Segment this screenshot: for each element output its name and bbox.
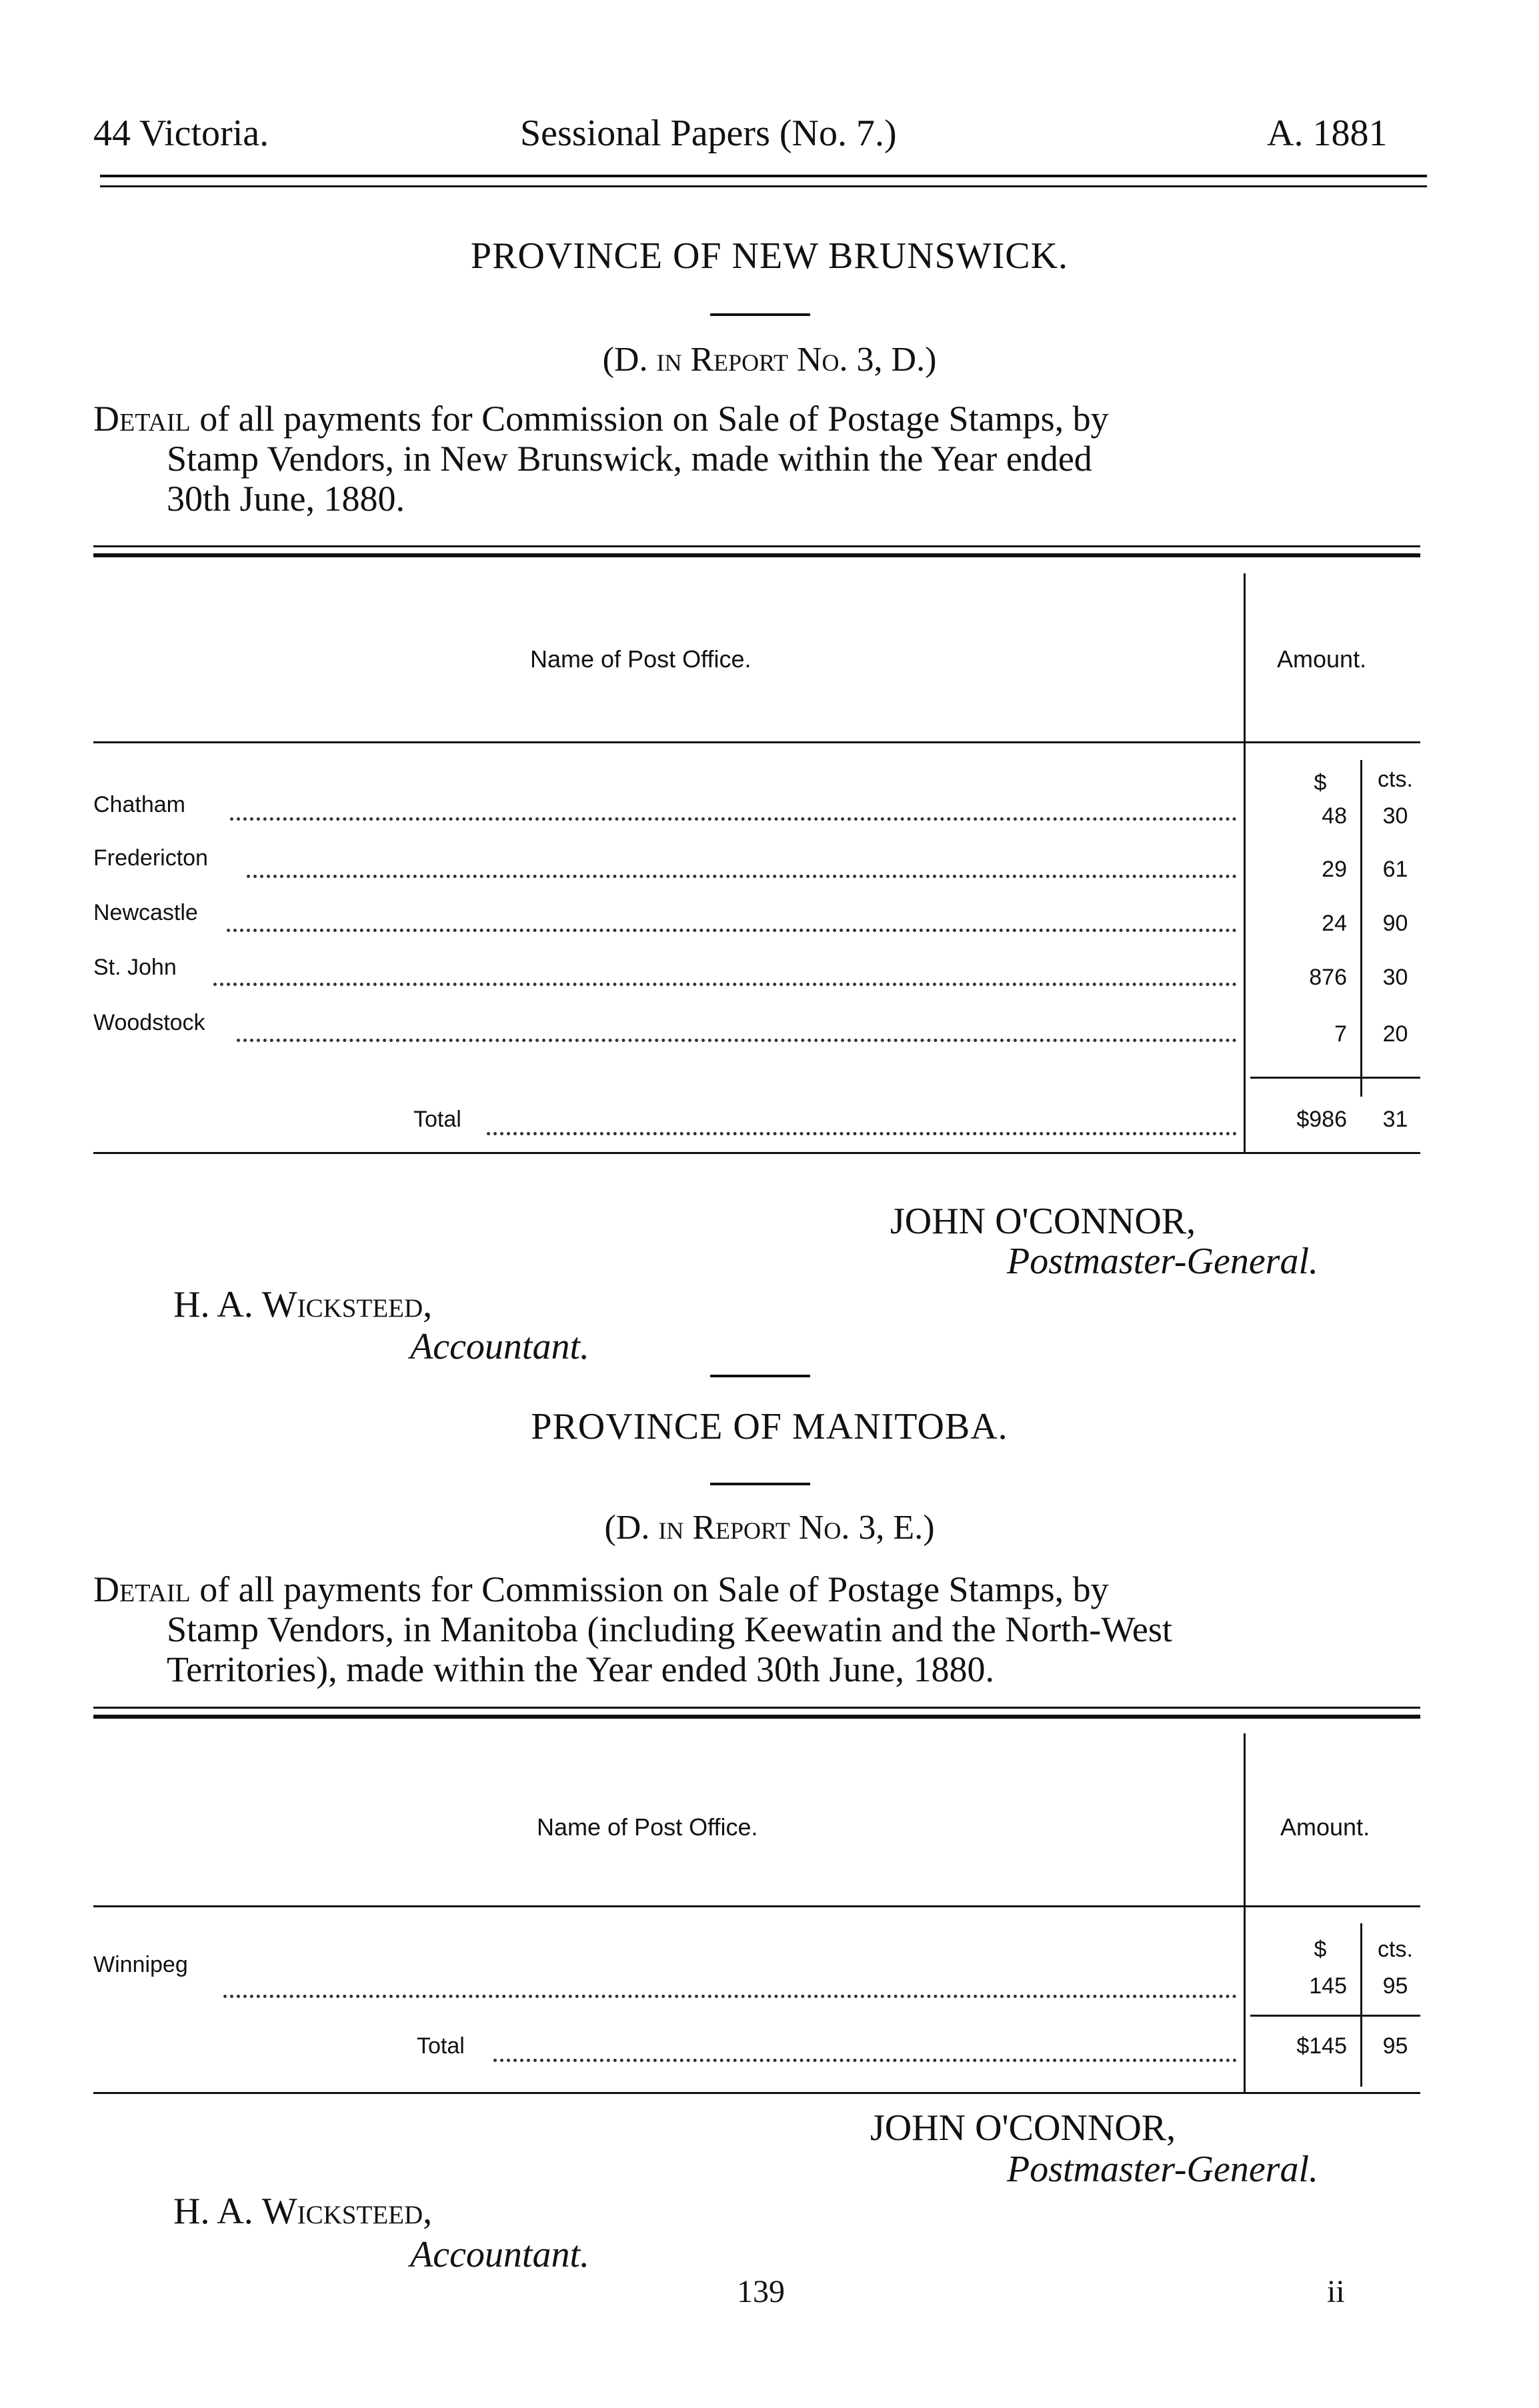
nb-table-rule-top-1 (93, 545, 1420, 547)
mb-table-rule-bottom (93, 2092, 1420, 2094)
mb-row-cents: 95 (1382, 1973, 1408, 1999)
mb-signer-title: Postmaster-General. (1007, 2149, 1319, 2190)
dot-leader (223, 1995, 1237, 1998)
nb-row-dollars: 24 (1322, 911, 1347, 936)
nb-detail-line-1: of all payments for Commission on Sale of Postage Stamps, by (190, 399, 1109, 439)
page-number: 139 (737, 2274, 785, 2309)
nb-report-ref: (D. in Report No. 3, D.) (602, 341, 937, 379)
mb-detail-lead: Detail (93, 1569, 191, 1609)
mb-separator-rule (710, 1375, 810, 1377)
header-right: A. 1881 (1267, 113, 1388, 154)
nb-row-cents: 90 (1382, 911, 1408, 936)
header-center: Sessional Papers (No. 7.) (520, 113, 897, 154)
dot-leader (247, 875, 1237, 878)
header-left: 44 Victoria. (93, 113, 269, 154)
nb-row-cents: 30 (1382, 803, 1408, 829)
nb-header-rule (93, 741, 1420, 743)
nb-detail-lead: Detail (93, 399, 191, 439)
header-rule-top (100, 175, 1427, 177)
nb-row-cents: 30 (1382, 965, 1408, 990)
dot-leader (213, 983, 1237, 986)
mb-table-rule-top-2 (93, 1715, 1420, 1719)
nb-row-name: Chatham (93, 792, 185, 817)
nb-signer-name: JOHN O'CONNOR, (890, 1201, 1196, 1242)
mb-detail-line-1: of all payments for Commission on Sale of Postage Stamps, by (190, 1569, 1109, 1609)
mb-total-cents: 95 (1382, 2033, 1408, 2059)
mb-accountant-title: Accountant. (410, 2234, 590, 2275)
nb-total-label: Total (413, 1107, 461, 1132)
mb-dollar-sign: $ (1314, 1937, 1327, 1962)
nb-signer-title: Postmaster-General. (1007, 1241, 1319, 1282)
mb-detail-line-3: Territories), made within the Year ended 30th June, 1880. (167, 1649, 994, 1689)
nb-total-cents: 31 (1382, 1107, 1408, 1132)
mb-total-label: Total (417, 2033, 465, 2059)
nb-row-cents: 20 (1382, 1021, 1408, 1047)
nb-row-dollars: 29 (1322, 857, 1347, 882)
nb-row-dollars: 876 (1309, 965, 1347, 990)
nb-accountant-title: Accountant. (410, 1326, 590, 1367)
nb-col-amount-header: Amount. (1277, 645, 1367, 673)
nb-detail-paragraph (93, 399, 1109, 519)
mb-column-divider (1244, 1733, 1246, 2093)
nb-detail-line-2: Stamp Vendors, in New Brunswick, made within the Year ended (167, 439, 1092, 479)
nb-table-rule-top-2 (93, 553, 1420, 557)
dot-leader (237, 1039, 1237, 1042)
nb-row-dollars: 7 (1334, 1021, 1347, 1047)
nb-title: PROVINCE OF NEW BRUNSWICK. (470, 235, 1069, 277)
mb-total-rule (1250, 2015, 1420, 2017)
nb-title-rule (710, 313, 810, 316)
nb-cents-divider (1360, 760, 1362, 1097)
nb-row-name: Fredericton (93, 845, 208, 871)
nb-row-dollars: 48 (1322, 803, 1347, 829)
nb-total-rule (1250, 1077, 1420, 1079)
dot-leader (230, 817, 1237, 821)
mb-col-name-header: Name of Post Office. (537, 1813, 758, 1841)
mb-accountant-text: H. A. Wicksteed, (173, 2191, 433, 2232)
nb-cts-label: cts. (1378, 767, 1413, 792)
mb-table-rule-top-1 (93, 1707, 1420, 1709)
nb-col-name-header: Name of Post Office. (530, 645, 751, 673)
dot-leader (493, 2059, 1237, 2062)
dot-leader (487, 1132, 1237, 1135)
mb-cts-label: cts. (1378, 1937, 1413, 1962)
nb-detail-line-3: 30th June, 1880. (167, 479, 405, 519)
mb-cents-divider (1360, 1923, 1362, 2087)
mb-signer-name: JOHN O'CONNOR, (870, 2107, 1176, 2149)
mb-row-name: Winnipeg (93, 1952, 188, 1977)
dot-leader (227, 929, 1237, 932)
nb-total-dollars: $986 (1296, 1107, 1347, 1132)
nb-column-divider (1244, 573, 1246, 1153)
mb-title: PROVINCE OF MANITOBA. (531, 1406, 1008, 1447)
mb-accountant-name (173, 2190, 432, 2233)
mb-header-rule (93, 1905, 1420, 1907)
nb-row-name: Newcastle (93, 900, 198, 925)
nb-row-cents: 61 (1382, 857, 1408, 882)
mb-col-amount-header: Amount. (1280, 1813, 1370, 1841)
mb-report-ref: (D. in Report No. 3, E.) (604, 1509, 935, 1547)
mb-title-rule (710, 1483, 810, 1485)
nb-table-rule-bottom (93, 1152, 1420, 1154)
nb-dollar-sign: $ (1314, 770, 1327, 795)
nb-accountant-text: H. A. Wicksteed, (173, 1284, 433, 1325)
mb-row-dollars: 145 (1309, 1973, 1347, 1999)
mb-total-dollars: $145 (1296, 2033, 1347, 2059)
nb-row-name: Woodstock (93, 1010, 205, 1035)
mb-detail-paragraph (93, 1569, 1172, 1689)
nb-accountant-name (173, 1283, 432, 1326)
mb-detail-line-2: Stamp Vendors, in Manitoba (including Keewatin and the North-West (167, 1609, 1172, 1649)
nb-row-name: St. John (93, 955, 177, 980)
part-number: ii (1327, 2274, 1345, 2309)
header-rule-bottom (100, 185, 1427, 187)
